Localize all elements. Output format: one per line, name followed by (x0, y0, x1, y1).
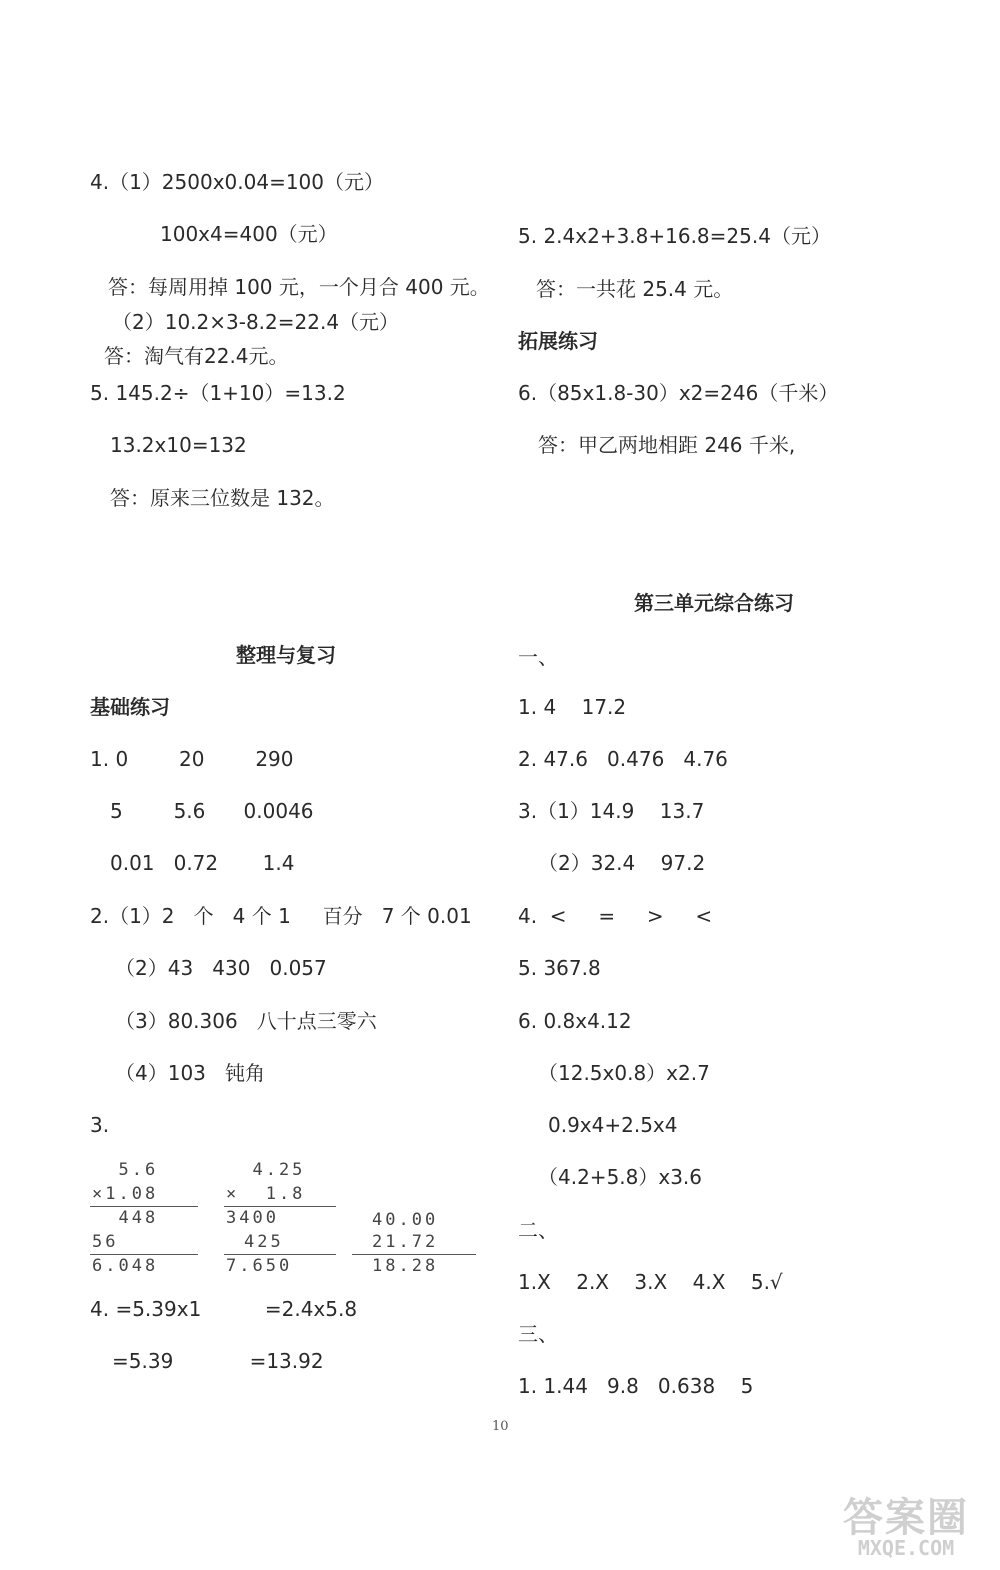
unit3-c1: 1. 1.44 9.8 0.638 5 (518, 1374, 754, 1398)
watermark-url: MXQE.COM (857, 1536, 955, 1560)
part-two-heading: 二、 (518, 1218, 558, 1242)
right-answer-6-reply: 答：甲乙两地相距 246 千米, (538, 433, 796, 457)
answer-4-1-calc: 100x4=400（元） (160, 222, 338, 246)
q2-1: 2.（1）2 个 4 个 1 百分 7 个 0.01 (90, 904, 472, 928)
calc2-result: 7.650 (226, 1256, 293, 1276)
basic-practice-heading: 基础练习 (90, 695, 170, 719)
calc1-line4: 56 (92, 1232, 119, 1252)
calc3-result: 18.28 (372, 1256, 439, 1276)
part-one-heading: 一、 (518, 645, 558, 669)
q4-row2: =5.39 =13.92 (112, 1349, 324, 1373)
unit3-a8: （12.5x0.8）x2.7 (538, 1061, 710, 1085)
calc3-line1: 40.00 (372, 1210, 439, 1230)
part-three-heading: 三、 (518, 1322, 558, 1346)
calc3-line2: 21.72 (372, 1232, 439, 1252)
unit3-a4: （2）32.4 97.2 (538, 851, 706, 875)
answer-5-reply: 答：原来三位数是 132。 (110, 486, 335, 510)
calc1-rule2 (90, 1254, 198, 1255)
q2-2: （2）43 430 0.057 (115, 956, 327, 980)
watermark-text: 答案圈 (843, 1495, 969, 1541)
calc2-line4: 425 (244, 1232, 284, 1252)
right-answer-6: 6.（85x1.8-30）x2=246（千米） (518, 381, 839, 405)
q2-3: （3）80.306 八十点三零六 (115, 1009, 377, 1033)
q2-4: （4）103 钝角 (115, 1061, 265, 1085)
unit3-a2: 2. 47.6 0.476 4.76 (518, 747, 728, 771)
answer-5-line: 5. 145.2÷（1+10）=13.2 (90, 381, 346, 405)
calc1-line2: ×1.08 (92, 1184, 159, 1204)
right-answer-5: 5. 2.4x2+3.8+16.8=25.4（元） (518, 224, 831, 248)
calc1-rule1 (90, 1206, 198, 1207)
calc2-rule2 (224, 1254, 336, 1255)
extension-heading: 拓展练习 (518, 329, 598, 353)
section-title-review: 整理与复习 (236, 643, 336, 667)
calc3-rule (352, 1254, 476, 1255)
unit3-a5: 4. < = > < (518, 904, 713, 928)
unit3-a3: 3.（1）14.9 13.7 (518, 799, 705, 823)
answer-5-calc: 13.2x10=132 (110, 433, 247, 457)
answer-4-2-reply: 答：淘气有22.4元。 (104, 344, 289, 368)
section-title-unit3: 第三单元综合练习 (634, 591, 794, 615)
unit3-a7: 6. 0.8x4.12 (518, 1009, 632, 1033)
unit3-a9: 0.9x4+2.5x4 (548, 1113, 678, 1137)
right-answer-5-reply: 答：一共花 25.4 元。 (536, 277, 734, 301)
calc2-line1: 4.25 (226, 1160, 306, 1180)
calc2-rule1 (224, 1206, 336, 1207)
unit3-b1: 1.X 2.X 3.X 4.X 5.√ (518, 1270, 783, 1294)
q1-row1: 1. 0 20 290 (90, 747, 294, 771)
watermark-logo (826, 1486, 986, 1564)
unit3-a6: 5. 367.8 (518, 956, 601, 980)
calc1-line1: 5.6 (92, 1160, 159, 1180)
answer-4-1-reply: 答：每周用掉 100 元，一个月合 400 元。 (108, 275, 490, 299)
unit3-a1: 1. 4 17.2 (518, 695, 627, 719)
calc2-line2: × 1.8 (226, 1184, 306, 1204)
q3-label: 3. (90, 1113, 110, 1137)
answer-4-2-line: （2）10.2×3-8.2=22.4（元） (112, 310, 400, 334)
unit3-a10: （4.2+5.8）x3.6 (538, 1165, 703, 1189)
answer-4-1-line: 4.（1）2500x0.04=100（元） (90, 170, 385, 194)
calc1-result: 6.048 (92, 1256, 159, 1276)
calc1-line3: 448 (92, 1208, 159, 1228)
page-number: 10 (492, 1419, 509, 1434)
q1-row2: 5 5.6 0.0046 (110, 799, 314, 823)
q4-row1: 4. =5.39x1 =2.4x5.8 (90, 1297, 358, 1321)
q1-row3: 0.01 0.72 1.4 (110, 851, 295, 875)
calc2-line3: 3400 (226, 1208, 279, 1228)
